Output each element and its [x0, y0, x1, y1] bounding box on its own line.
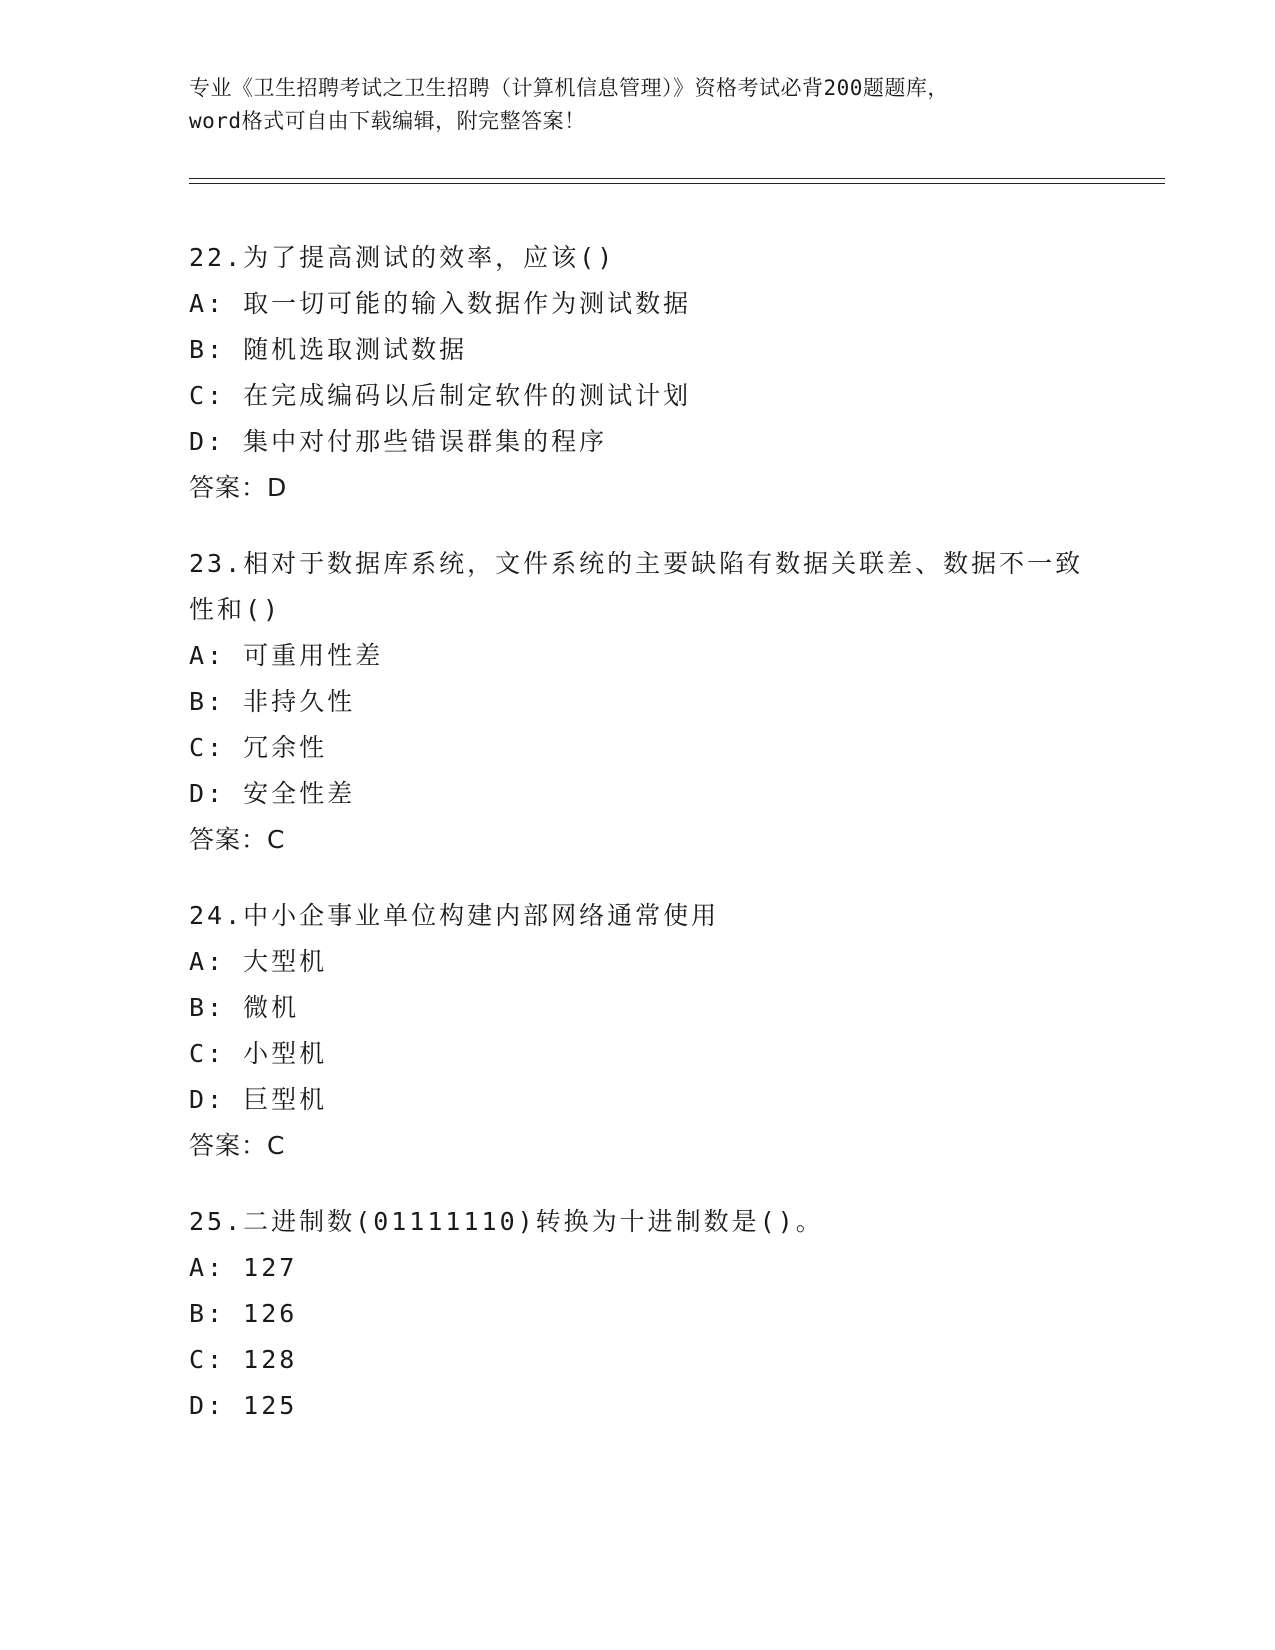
option-a: A: 可重用性差 — [189, 641, 384, 670]
question-24 — [189, 893, 1089, 1169]
answer: 答案：C — [189, 825, 286, 854]
option-a: A: 大型机 — [189, 947, 328, 976]
document-header — [189, 72, 1089, 138]
option-a: A: 取一切可能的输入数据作为测试数据 — [189, 289, 692, 318]
answer: 答案：C — [189, 1131, 286, 1160]
header-line-1: 专业《卫生招聘考试之卫生招聘（计算机信息管理）》资格考试必背200题题库， — [189, 76, 949, 100]
option-b: B: 随机选取测试数据 — [189, 335, 468, 364]
option-d: D: 125 — [189, 1391, 298, 1420]
option-c: C: 冗余性 — [189, 733, 328, 762]
question-25 — [189, 1199, 1089, 1429]
question-22 — [189, 235, 1089, 511]
option-c: C: 在完成编码以后制定软件的测试计划 — [189, 381, 692, 410]
header-line-2: word格式可自由下载编辑，附完整答案！ — [189, 109, 586, 133]
option-d: D: 巨型机 — [189, 1085, 328, 1114]
option-a: A: 127 — [189, 1253, 298, 1282]
question-23 — [189, 541, 1089, 863]
header-divider-bottom — [189, 183, 1165, 184]
option-d: D: 安全性差 — [189, 779, 356, 808]
option-c: C: 128 — [189, 1345, 298, 1374]
option-b: B: 微机 — [189, 993, 300, 1022]
option-b: B: 126 — [189, 1299, 298, 1328]
question-stem: 25.二进制数(01111110)转换为十进制数是()。 — [189, 1207, 824, 1236]
question-stem: 22.为了提高测试的效率，应该() — [189, 243, 616, 272]
question-stem: 23.相对于数据库系统，文件系统的主要缺陷有数据关联差、数据不一致性和() — [189, 549, 1084, 624]
header-divider-top — [189, 178, 1165, 179]
question-stem: 24.中小企事业单位构建内部网络通常使用 — [189, 901, 720, 930]
question-list — [189, 235, 1089, 1459]
option-d: D: 集中对付那些错误群集的程序 — [189, 427, 608, 456]
option-b: B: 非持久性 — [189, 687, 356, 716]
answer: 答案：D — [189, 473, 288, 502]
option-c: C: 小型机 — [189, 1039, 328, 1068]
